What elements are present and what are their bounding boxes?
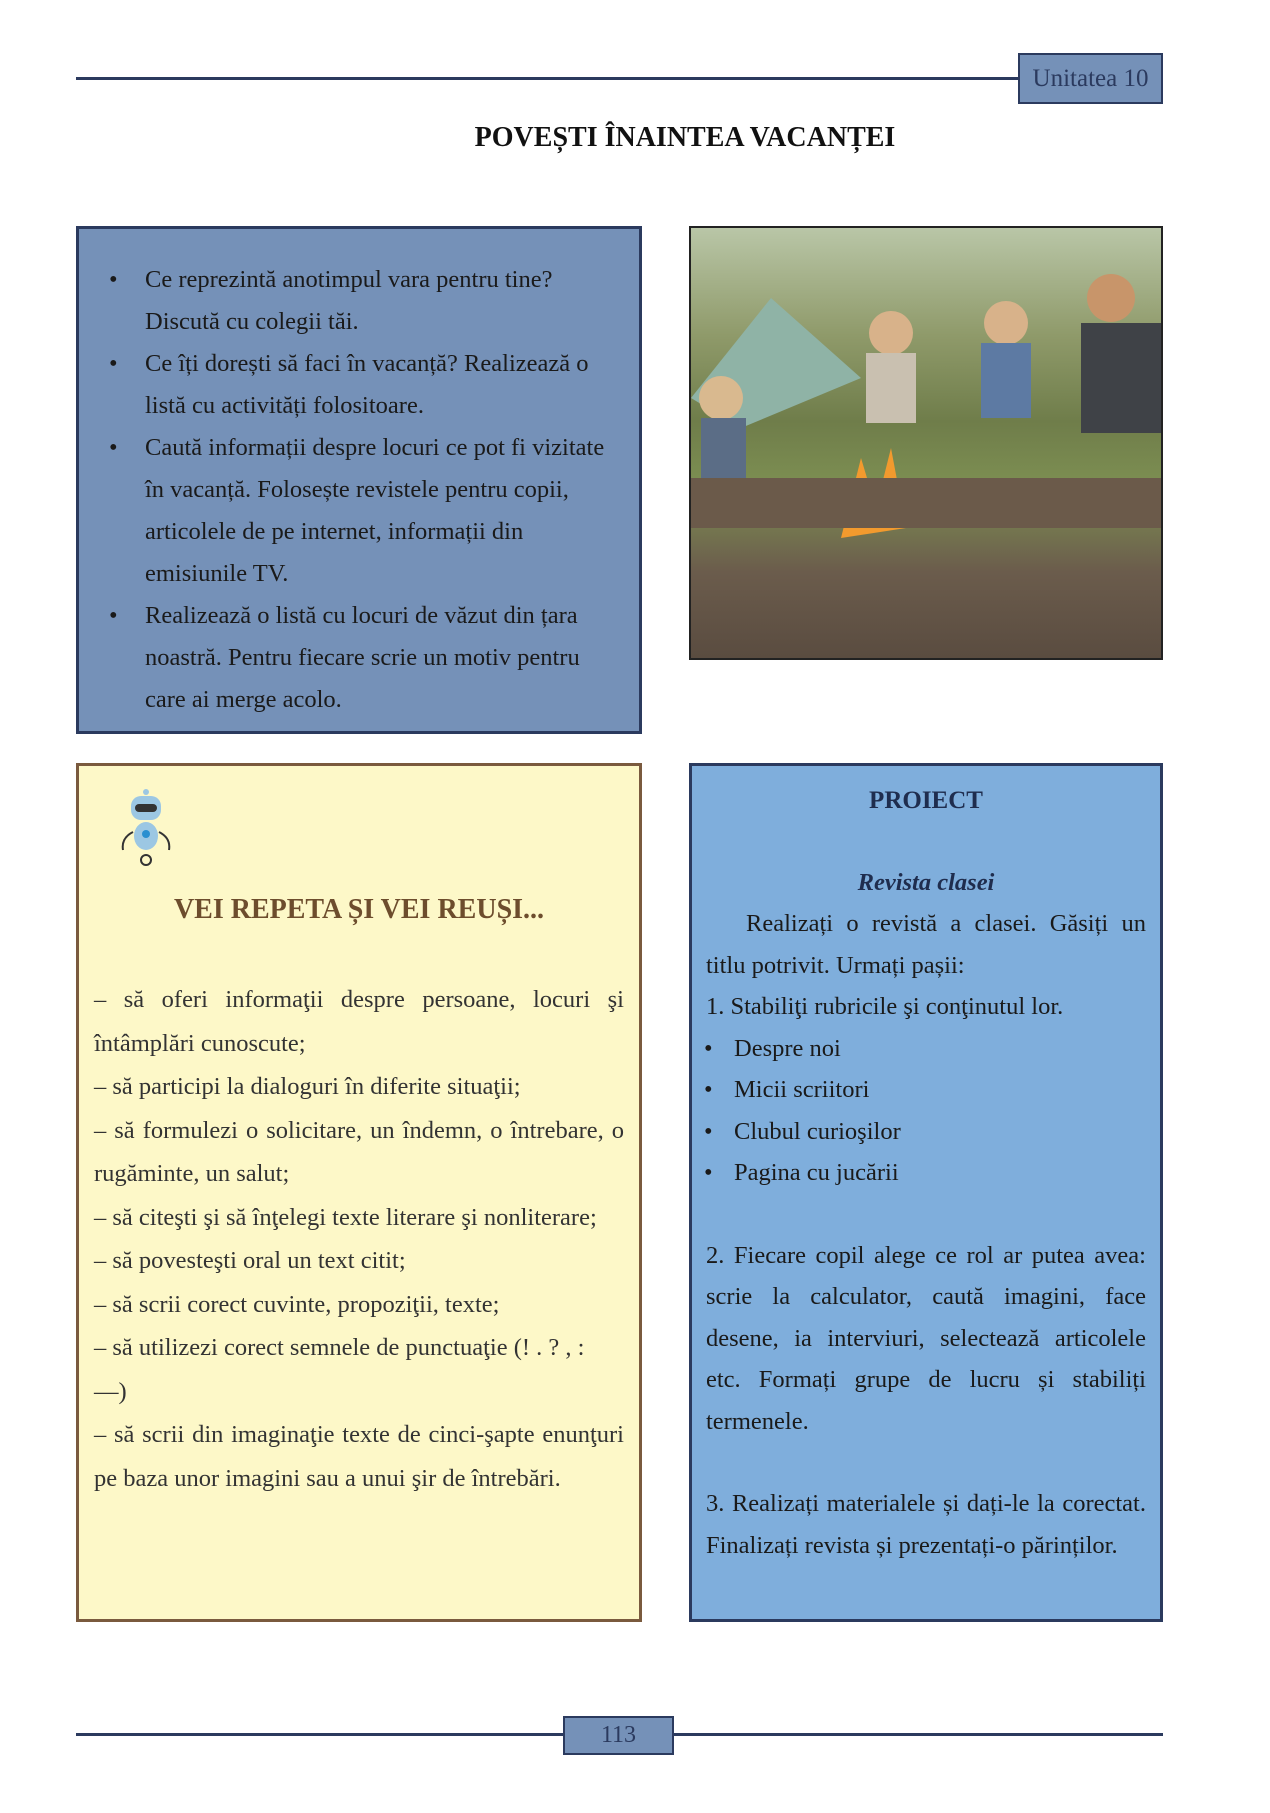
unit-label: Unitatea 10 [1018, 53, 1163, 104]
page-number: 113 [563, 1716, 674, 1755]
review-item: – să scrii din imaginaţie texte de cinci-şapte enunţuri pe baza unor imagini sau a unui şir de întrebări. [94, 1421, 624, 1492]
project-step-2: 2. Fiecare copil alege ce rol ar putea avea: scrie la calculator, caută imagini, face desene, ia interviuri, selectează articolele etc. Formați grupe de lucru și stabiliți termenele. [706, 1241, 1146, 1435]
question-item: • Caută informații despre locuri ce pot fi vizitate în vacanță. Folosește revistele pentru copii, articolele de pe internet, informații din emisiunile TV. [99, 427, 609, 595]
project-intro: Realizați o revistă a clasei. Găsiți un titlu potrivit. Urmați pașii: [706, 910, 1146, 979]
section-item: • Pagina cu jucării [706, 1152, 1146, 1194]
section-item: • Micii scriitori [706, 1069, 1146, 1111]
question-item: • Ce reprezintă anotimpul vara pentru tine? Discută cu colegii tăi. [99, 259, 609, 343]
page-title: POVEȘTI ÎNAINTEA VACANȚEI [474, 122, 896, 153]
review-item: – să povesteşti oral un text citit; [94, 1247, 406, 1274]
review-item: – să utilizezi corect semnele de punctuaţie (! . ? , : —) [94, 1334, 585, 1405]
review-title: VEI REPETA ȘI VEI REUȘI... [173, 894, 545, 925]
section-item: • Despre noi [706, 1028, 1146, 1070]
review-item: – să participi la dialoguri în diferite situaţii; [94, 1073, 521, 1100]
review-box [76, 763, 642, 1622]
review-item: – să formulezi o solicitare, un îndemn, o întrebare, o rugăminte, un salut; [94, 1116, 624, 1187]
question-item: • Realizează o listă cu locuri de văzut din țara noastră. Pentru fiecare scrie un motiv pentru care ai merge acolo. [99, 595, 609, 721]
header-rule [76, 77, 1020, 80]
robot-icon [111, 786, 181, 876]
project-step-3: 3. Realizați materialele și dați-le la corectat. Finalizați revista și prezentați-o părinților. [706, 1490, 1146, 1559]
project-title: PROIECT [869, 787, 983, 814]
review-item: – să oferi informaţii despre persoane, locuri şi întâmplări cunoscute; [94, 986, 624, 1057]
review-item: – să citeşti şi să înţelegi texte literare şi nonliterare; [94, 1203, 597, 1231]
questions-box [76, 226, 642, 734]
review-item: – să scrii corect cuvinte, propoziţii, texte; [94, 1290, 500, 1318]
project-box [689, 763, 1163, 1622]
section-item: • Clubul curioşilor [706, 1111, 1146, 1153]
project-subtitle: Revista clasei [857, 868, 995, 896]
project-step-1: 1. Stabiliţi rubricile şi conţinutul lor. [706, 993, 1064, 1020]
campfire-photo [689, 226, 1163, 660]
question-item: • Ce îți dorești să faci în vacanță? Realizează o listă cu activități folositoare. [99, 343, 609, 427]
